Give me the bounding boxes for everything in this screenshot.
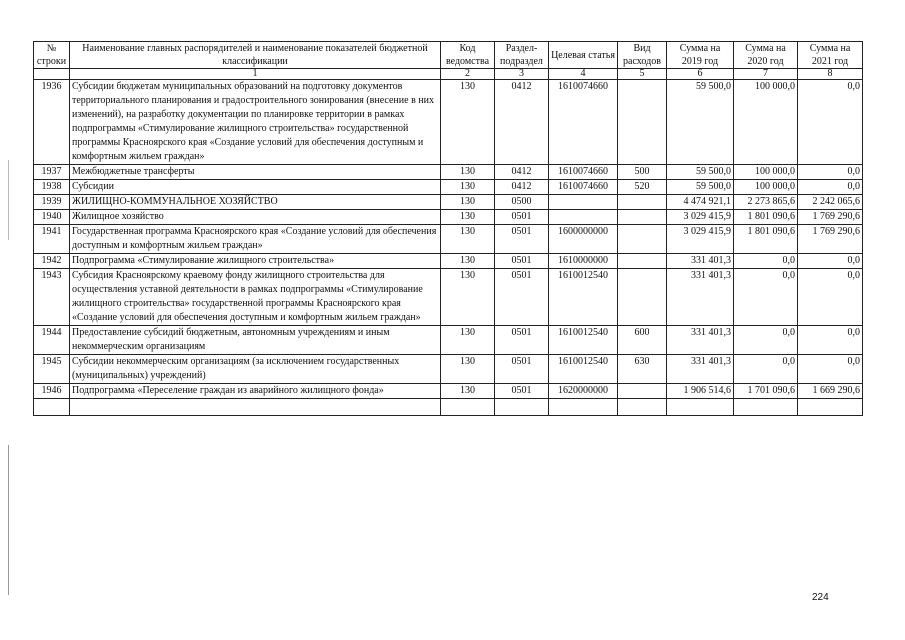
- header-sum-2020: Сумма на 2020 год: [734, 42, 798, 69]
- row-sum-2019: 331 401,3: [667, 254, 734, 269]
- row-kind: 520: [618, 180, 667, 195]
- row-kind: [618, 195, 667, 210]
- row-target: 1610074660: [549, 180, 618, 195]
- row-section: 0501: [495, 269, 549, 326]
- table-row: [34, 80, 863, 165]
- row-name: Предоставление субсидий бюджетным, автономным учреждениям и иным некоммерческим организациям: [70, 326, 441, 355]
- row-sum-2021: 0,0: [798, 355, 863, 384]
- row-section: 0501: [495, 225, 549, 254]
- budget-table: [33, 41, 863, 416]
- row-dept-code: 130: [441, 180, 495, 195]
- row-target: 1620000000: [549, 384, 618, 399]
- row-number: 1943: [34, 269, 70, 326]
- empty-cell: [734, 399, 798, 416]
- row-sum-2019: 1 906 514,6: [667, 384, 734, 399]
- row-number: 1942: [34, 254, 70, 269]
- row-kind: [618, 254, 667, 269]
- row-dept-code: 130: [441, 165, 495, 180]
- row-sum-2020: 0,0: [734, 269, 798, 326]
- row-target: 1610012540: [549, 355, 618, 384]
- table-row: [34, 210, 863, 225]
- row-sum-2020: 1 701 090,6: [734, 384, 798, 399]
- row-sum-2020: 0,0: [734, 254, 798, 269]
- row-kind: 630: [618, 355, 667, 384]
- row-sum-2021: 0,0: [798, 180, 863, 195]
- table-row: [34, 165, 863, 180]
- row-number: 1937: [34, 165, 70, 180]
- row-sum-2019: 331 401,3: [667, 326, 734, 355]
- row-section: 0501: [495, 355, 549, 384]
- row-dept-code: 130: [441, 326, 495, 355]
- empty-table-row: [34, 399, 863, 416]
- row-sum-2020: 0,0: [734, 326, 798, 355]
- row-number: 1938: [34, 180, 70, 195]
- empty-cell: [549, 399, 618, 416]
- row-dept-code: 130: [441, 384, 495, 399]
- row-name: ЖИЛИЩНО-КОММУНАЛЬНОЕ ХОЗЯЙСТВО: [70, 195, 441, 210]
- row-sum-2020: 100 000,0: [734, 80, 798, 165]
- row-name: Субсидии: [70, 180, 441, 195]
- row-sum-2019: 59 500,0: [667, 180, 734, 195]
- row-target: 1610074660: [549, 165, 618, 180]
- column-number: 7: [734, 69, 798, 80]
- row-sum-2020: 0,0: [734, 355, 798, 384]
- row-number: 1945: [34, 355, 70, 384]
- column-number-row: [34, 69, 863, 80]
- scan-edge-line: [8, 445, 9, 595]
- row-section: 0412: [495, 165, 549, 180]
- row-kind: 600: [618, 326, 667, 355]
- row-name: Подпрограмма «Переселение граждан из аварийного жилищного фонда»: [70, 384, 441, 399]
- empty-cell: [667, 399, 734, 416]
- row-sum-2019: 331 401,3: [667, 355, 734, 384]
- row-section: 0500: [495, 195, 549, 210]
- empty-cell: [495, 399, 549, 416]
- scan-edge-line: [8, 160, 9, 240]
- row-sum-2020: 1 801 090,6: [734, 225, 798, 254]
- empty-cell: [70, 399, 441, 416]
- header-section: Раздел-подраздел: [495, 42, 549, 69]
- header-row-no: № строки: [34, 42, 70, 69]
- header-sum-2019: Сумма на 2019 год: [667, 42, 734, 69]
- row-sum-2020: 1 801 090,6: [734, 210, 798, 225]
- column-number: [34, 69, 70, 80]
- table-row: [34, 326, 863, 355]
- page-number: 224: [812, 592, 829, 603]
- row-number: 1941: [34, 225, 70, 254]
- row-number: 1940: [34, 210, 70, 225]
- table-row: [34, 254, 863, 269]
- column-number: 5: [618, 69, 667, 80]
- row-dept-code: 130: [441, 269, 495, 326]
- row-target: 1610074660: [549, 80, 618, 165]
- row-sum-2021: 0,0: [798, 80, 863, 165]
- row-kind: [618, 225, 667, 254]
- table-row: [34, 225, 863, 254]
- table-body: [34, 80, 863, 416]
- row-number: 1946: [34, 384, 70, 399]
- row-kind: [618, 210, 667, 225]
- table-row: [34, 269, 863, 326]
- table-row: [34, 195, 863, 210]
- header-target: Целевая статья: [549, 42, 618, 69]
- empty-cell: [618, 399, 667, 416]
- empty-cell: [798, 399, 863, 416]
- row-dept-code: 130: [441, 210, 495, 225]
- header-kind: Вид расходов: [618, 42, 667, 69]
- header-dept-code: Код ведомства: [441, 42, 495, 69]
- row-sum-2021: 1 769 290,6: [798, 210, 863, 225]
- header-row: [34, 42, 863, 69]
- row-name: Межбюджетные трансферты: [70, 165, 441, 180]
- column-number: 2: [441, 69, 495, 80]
- column-number: 4: [549, 69, 618, 80]
- row-sum-2021: 1 769 290,6: [798, 225, 863, 254]
- row-sum-2019: 4 474 921,1: [667, 195, 734, 210]
- row-sum-2021: 0,0: [798, 269, 863, 326]
- column-number: 8: [798, 69, 863, 80]
- row-sum-2020: 100 000,0: [734, 165, 798, 180]
- row-section: 0501: [495, 326, 549, 355]
- empty-cell: [441, 399, 495, 416]
- row-sum-2021: 0,0: [798, 254, 863, 269]
- row-sum-2021: 1 669 290,6: [798, 384, 863, 399]
- row-section: 0501: [495, 254, 549, 269]
- row-name: Субсидия Красноярскому краевому фонду жилищного строительства для осуществления уставной деятельности в рамках подпрограммы «Стимулирование жилищного строительства» государственной программы Красноярского края «Создание условий для обеспечения доступным и комфортным жильем граждан»: [70, 269, 441, 326]
- row-sum-2021: 0,0: [798, 326, 863, 355]
- table-row: [34, 180, 863, 195]
- row-sum-2021: 2 242 065,6: [798, 195, 863, 210]
- row-section: 0501: [495, 384, 549, 399]
- row-target: [549, 210, 618, 225]
- row-target: 1610000000: [549, 254, 618, 269]
- empty-cell: [34, 399, 70, 416]
- row-target: 1600000000: [549, 225, 618, 254]
- row-sum-2020: 2 273 865,6: [734, 195, 798, 210]
- row-section: 0412: [495, 80, 549, 165]
- row-sum-2019: 3 029 415,9: [667, 225, 734, 254]
- row-section: 0501: [495, 210, 549, 225]
- row-sum-2019: 331 401,3: [667, 269, 734, 326]
- row-number: 1939: [34, 195, 70, 210]
- row-name: Субсидии бюджетам муниципальных образований на подготовку документов территориального планирования и градостроительного зонирования (внесение в них изменений), на разработку документации по планировке территории в рамках подпрограммы «Стимулирование жилищного строительства» государственной программы Красноярского края «Создание условий для обеспечения доступным и комфортным жильем граждан»: [70, 80, 441, 165]
- row-sum-2019: 59 500,0: [667, 80, 734, 165]
- row-dept-code: 130: [441, 80, 495, 165]
- row-sum-2020: 100 000,0: [734, 180, 798, 195]
- column-number: 1: [70, 69, 441, 80]
- row-dept-code: 130: [441, 254, 495, 269]
- row-name: Подпрограмма «Стимулирование жилищного строительства»: [70, 254, 441, 269]
- row-dept-code: 130: [441, 225, 495, 254]
- column-number: 6: [667, 69, 734, 80]
- header-sum-2021: Сумма на 2021 год: [798, 42, 863, 69]
- row-dept-code: 130: [441, 355, 495, 384]
- header-name: Наименование главных распорядителей и наименование показателей бюджетной классификации: [70, 42, 441, 69]
- row-kind: [618, 269, 667, 326]
- table-row: [34, 384, 863, 399]
- row-sum-2019: 3 029 415,9: [667, 210, 734, 225]
- table-row: [34, 355, 863, 384]
- row-target: 1610012540: [549, 326, 618, 355]
- row-number: 1944: [34, 326, 70, 355]
- row-name: Государственная программа Красноярского края «Создание условий для обеспечения доступным и комфортным жильем граждан»: [70, 225, 441, 254]
- row-target: [549, 195, 618, 210]
- row-sum-2021: 0,0: [798, 165, 863, 180]
- row-sum-2019: 59 500,0: [667, 165, 734, 180]
- row-name: Жилищное хозяйство: [70, 210, 441, 225]
- column-number: 3: [495, 69, 549, 80]
- row-kind: 500: [618, 165, 667, 180]
- row-number: 1936: [34, 80, 70, 165]
- row-target: 1610012540: [549, 269, 618, 326]
- row-section: 0412: [495, 180, 549, 195]
- row-kind: [618, 80, 667, 165]
- row-name: Субсидии некоммерческим организациям (за исключением государственных (муниципальных) учреждений): [70, 355, 441, 384]
- row-dept-code: 130: [441, 195, 495, 210]
- row-kind: [618, 384, 667, 399]
